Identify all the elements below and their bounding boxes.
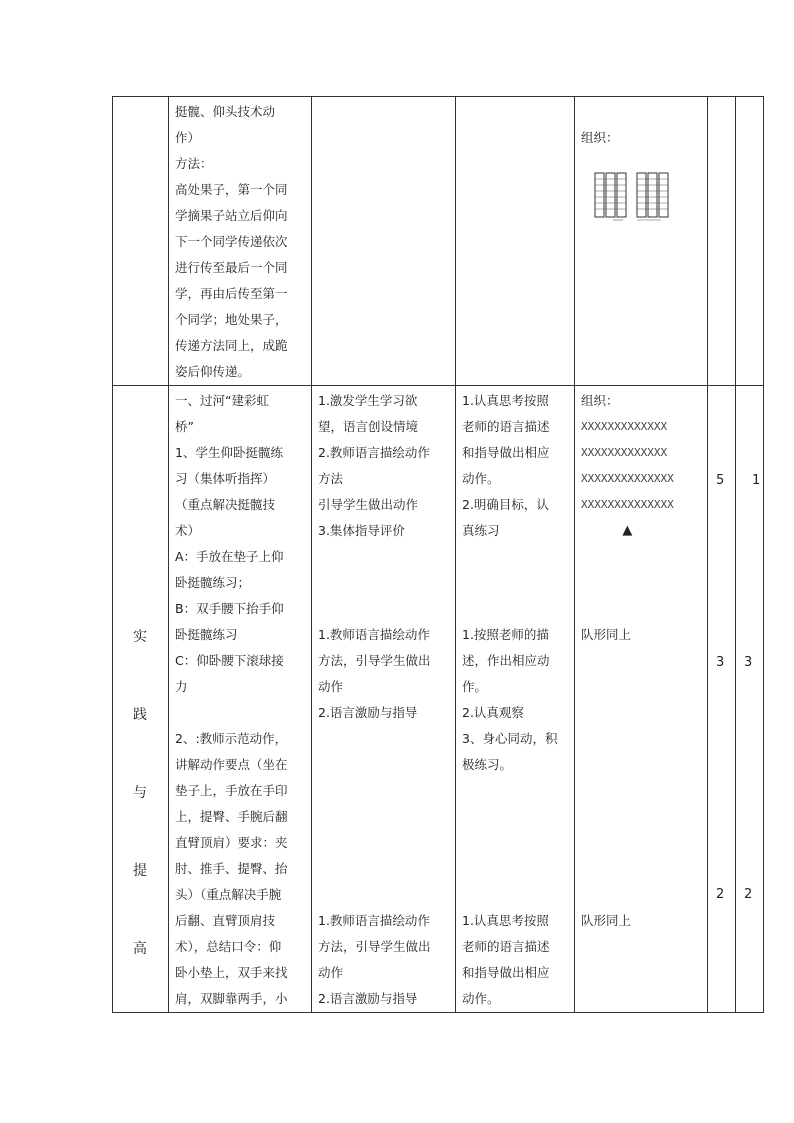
formation-row: XXXXXXXXXXXXXX <box>581 498 674 511</box>
text-line: 力 <box>175 679 188 694</box>
text-line: 方法，引导学生做出 <box>318 653 431 668</box>
text-line: 头）（重点解决手腕 <box>175 887 282 902</box>
text-line: 作。 <box>462 679 488 694</box>
organization-cell <box>575 97 708 386</box>
text-line: C：仰卧腰下滚球接 <box>175 653 284 668</box>
section-cell <box>113 386 169 1013</box>
time-value: 2 <box>716 887 725 902</box>
text-line: 动作 <box>318 679 344 694</box>
organization-block-3 <box>575 906 637 934</box>
teacher-cell <box>312 97 456 386</box>
text-line: 术） <box>175 523 201 538</box>
text-line: 姿后仰传递。 <box>175 364 251 379</box>
spacer <box>175 700 305 726</box>
text-line: 肩，双脚靠两手，小 <box>175 991 288 1006</box>
content-cell <box>169 97 312 386</box>
table-row <box>113 97 764 386</box>
text-line: 2、:教师示范动作， <box>175 731 288 746</box>
section-char: 践 <box>133 707 147 723</box>
formation-diagram <box>593 169 677 223</box>
teacher-cell <box>312 386 456 1013</box>
text-line: 望，语言创设情境 <box>318 419 419 434</box>
text-line: B：双手腰下抬手仰 <box>175 601 284 616</box>
section-char: 与 <box>133 785 147 801</box>
teacher-block-2 <box>312 620 437 726</box>
student-block-1 <box>456 386 556 544</box>
text-line: 2.语言激励与指导 <box>318 991 418 1006</box>
student-cell <box>456 386 575 1013</box>
text-line: 2.认真观察 <box>462 705 524 720</box>
count-cell <box>736 386 764 1013</box>
time-value: 3 <box>716 655 725 670</box>
formation-row: XXXXXXXXXXXXX <box>581 446 668 459</box>
text-line: 老师的语言描述 <box>462 419 550 434</box>
section-char: 提 <box>133 863 147 879</box>
content-cell <box>169 386 312 1013</box>
text-line: 3、身心同动，积 <box>462 731 558 746</box>
teacher-block-1 <box>312 386 436 544</box>
text-line: 述，作出相应动 <box>462 653 550 668</box>
text-line: 传递方法同上，成跪 <box>175 338 288 353</box>
teacher-block-3 <box>312 906 437 1012</box>
text-line: 方法： <box>175 156 213 171</box>
text-line: 动作 <box>318 965 344 980</box>
table-row <box>113 386 764 1013</box>
organization-cell <box>575 386 708 1013</box>
text-line: 引导学生做出动作 <box>318 497 419 512</box>
student-cell <box>456 97 575 386</box>
text-line: 垫子上，手放在手印 <box>175 783 288 798</box>
student-block-2 <box>456 620 563 778</box>
time-cell <box>708 97 736 386</box>
text-line: 1.按照老师的描 <box>462 627 549 642</box>
organization-label: 组织： <box>581 130 619 145</box>
text-line: 上，提臀、手腕后翻 <box>175 809 288 824</box>
text-line: 肘、推手、提臀、抬 <box>175 861 288 876</box>
text-line: A：手放在垫子上仰 <box>175 549 284 564</box>
count-cell <box>736 97 764 386</box>
text-line: 卧挺髋练习 <box>175 627 238 642</box>
text-line: 1.认真思考按照 <box>462 913 549 928</box>
text-line: 2.语言激励与指导 <box>318 705 418 720</box>
lesson-plan-table <box>112 96 764 1013</box>
text-line: 1.教师语言描绘动作 <box>318 627 430 642</box>
text-line: 1.激发学生学习欲 <box>318 393 418 408</box>
text-line: 1.教师语言描绘动作 <box>318 913 430 928</box>
section-cell <box>113 97 169 386</box>
text-line: 个同学；地处果子， <box>175 312 288 327</box>
organization-note: 队形同上 <box>581 627 632 642</box>
text-line: 下一个同学传递依次 <box>175 234 288 249</box>
text-line: 卧挺髋练习； <box>175 575 251 590</box>
text-line: 学摘果子站立后仰向 <box>175 208 288 223</box>
section-char: 高 <box>133 941 147 957</box>
organization-block-1 <box>575 386 680 544</box>
count-value: 1 <box>752 473 761 488</box>
count-value: 3 <box>744 655 753 670</box>
text-line: 进行传至最后一个同 <box>175 260 288 275</box>
text-line: 动作。 <box>462 991 500 1006</box>
text-line: 和指导做出相应 <box>462 965 550 980</box>
text-line: 一、过河“建彩虹 <box>175 393 269 408</box>
text-line: 3.集体指导评价 <box>318 523 405 538</box>
formation-row: XXXXXXXXXXXXXX <box>581 472 674 485</box>
text-line: 1、学生仰卧挺髋练 <box>175 445 283 460</box>
text-line: 和指导做出相应 <box>462 445 550 460</box>
organization-note: 队形同上 <box>581 913 632 928</box>
text-line: 讲解动作要点（坐在 <box>175 757 288 772</box>
time-value: 5 <box>716 473 725 488</box>
time-cell <box>708 386 736 1013</box>
text-line: 方法 <box>318 471 344 486</box>
text-line: 桥” <box>175 419 194 434</box>
text-line: 习（集体听指挥） <box>175 471 276 486</box>
text-line: 动作。 <box>462 471 500 486</box>
text-line: 后翻、直臂顶肩技 <box>175 913 276 928</box>
text-line: 作） <box>175 130 201 145</box>
section-char: 实 <box>133 629 147 645</box>
organization-label: 组织： <box>581 393 619 408</box>
text-line: 直臂顶肩）要求：夹 <box>175 835 288 850</box>
teacher-position-marker: ▲ <box>622 523 633 538</box>
text-line: 2.明确目标，认 <box>462 497 549 512</box>
text-line: 卧小垫上，双手来找 <box>175 965 288 980</box>
count-value: 2 <box>744 887 753 902</box>
content-lines <box>169 97 311 385</box>
formation-row: XXXXXXXXXXXXX <box>581 420 668 433</box>
text-line: 学，再由后传至第一 <box>175 286 288 301</box>
text-line: 真练习 <box>462 523 500 538</box>
text-line: 2.教师语言描绘动作 <box>318 445 430 460</box>
text-line: （重点解决挺髋技 <box>175 497 276 512</box>
text-line: 极练习。 <box>462 757 513 772</box>
text-line: 挺髋、仰头技术动 <box>175 104 276 119</box>
text-line: 术），总结口令：仰 <box>175 939 282 954</box>
text-line: 高处果子，第一个同 <box>175 182 288 197</box>
text-line: 老师的语言描述 <box>462 939 550 954</box>
content-lines <box>169 386 311 1012</box>
student-block-3 <box>456 906 556 1012</box>
text-line: 1.认真思考按照 <box>462 393 549 408</box>
organization-block-2 <box>575 620 637 648</box>
text-line: 方法，引导学生做出 <box>318 939 431 954</box>
